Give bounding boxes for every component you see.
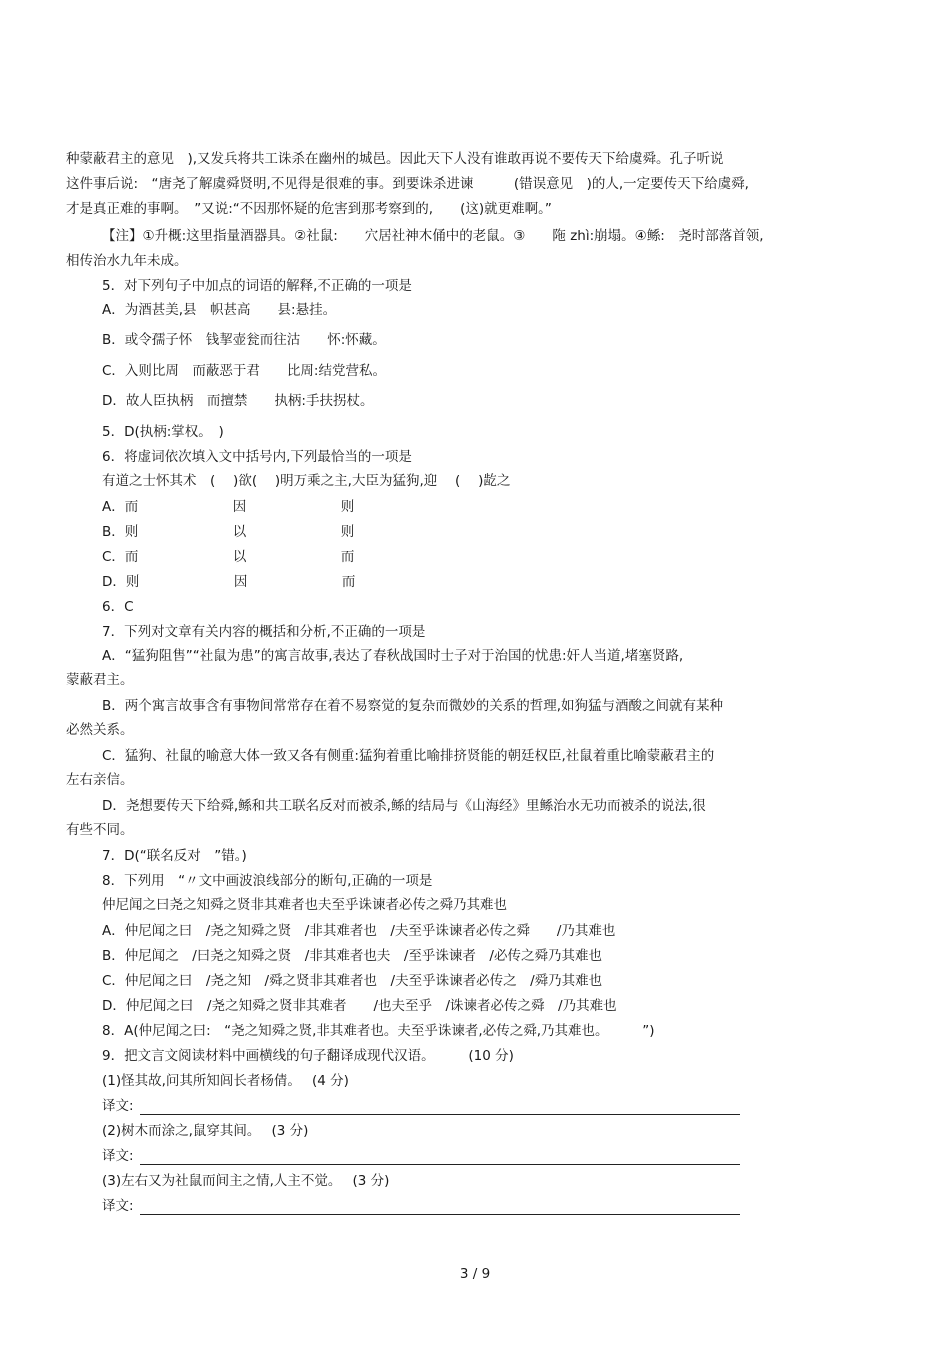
q6-stem: 6．将虚词依次填入文中括号内,下列最恰当的一项是 — [102, 449, 412, 465]
q8-option-a: A．仲尼闻之曰 /尧之知舜之贤 /非其难者也 /夫至乎诛谏者必传之舜 /乃其难也 — [102, 923, 616, 939]
q5-answer: 5．D(执柄:掌权。 ) — [102, 424, 224, 440]
q7-option-a-line1: A．“猛狗阻售”“社鼠为患”的寓言故事,表达了春秋战国时士子对于治国的忧患:奸人当道,堵塞贤路, — [102, 648, 684, 664]
q6-option-d: D．则 因 而 — [102, 574, 356, 590]
q5-option-b: B．或令孺子怀 钱挈壶瓮而往沽 怀:怀藏。 — [102, 332, 386, 348]
q7-option-d-line2: 有些不同。 — [66, 822, 134, 838]
q9-sentence-2: (2)树木而涂之,鼠穿其间。 (3 分) — [102, 1123, 309, 1139]
q7-option-b-line1: B．两个寓言故事含有事物间常常存在着不易察觉的复杂而微妙的关系的哲理,如狗猛与酒酸之间就有某种 — [102, 698, 724, 714]
q5-option-a: A．为酒甚美,县 帜甚高 县:悬挂。 — [102, 302, 337, 318]
q8-option-c: C．仲尼闻之曰 /尧之知 /舜之贤非其难者也 /夫至乎诛谏者必传之 /舜乃其难也 — [102, 973, 603, 989]
q9-translation-1[interactable] — [102, 1097, 740, 1115]
q7-option-c-line1: C．猛狗、社鼠的喻意大体一致又各有侧重:猛狗着重比喻排挤贤能的朝廷权臣,社鼠着重比喻蒙蔽君主的 — [102, 748, 715, 764]
q8-stem: 8．下列用 “〃文中画波浪线部分的断句,正确的一项是 — [102, 873, 433, 889]
passage-line-1: 种蒙蔽君主的意见 ),又发兵将共工诛杀在幽州的城邑。因此天下人没有谁敢再说不要传天下给虞舜。孔子听说 — [66, 151, 724, 167]
q9-sentence-3: (3)左右又为社鼠而间主之情,人主不觉。 (3 分) — [102, 1173, 390, 1189]
q5-option-d: D．故人臣执柄 而擅禁 执柄:手扶拐杖。 — [102, 393, 374, 409]
translation-label: 译文: — [102, 1098, 134, 1114]
q6-option-c: C．而 以 而 — [102, 549, 355, 565]
q9-stem: 9．把文言文阅读材料中画横线的句子翻译成现代汉语。 (10 分) — [102, 1048, 514, 1064]
passage-line-3: 才是真正难的事啊。 ”又说:“不因那怀疑的危害到那考察到的, (这)就更难啊。” — [66, 201, 552, 217]
q8-sentence: 仲尼闻之曰尧之知舜之贤非其难者也夫至乎诛谏者必传之舜乃其难也 — [102, 897, 507, 913]
q5-stem: 5．对下列句子中加点的词语的解释,不正确的一项是 — [102, 278, 412, 294]
answer-blank-line[interactable] — [140, 1200, 740, 1215]
passage-line-2: 这件事后说: “唐尧了解虞舜贤明,不见得是很难的事。到要诛杀进谏 (错误意见 )的人,一定要传天下给虞舜, — [66, 176, 749, 192]
q7-option-a-line2: 蒙蔽君主。 — [66, 672, 134, 688]
translation-label: 译文: — [102, 1148, 134, 1164]
q8-option-b: B．仲尼闻之 /曰尧之知舜之贤 /非其难者也夫 /至乎诛谏者 /必传之舜乃其难也 — [102, 948, 602, 964]
q7-option-b-line2: 必然关系。 — [66, 722, 134, 738]
q9-sentence-1: (1)怪其故,问其所知闾长者杨倩。 (4 分) — [102, 1073, 349, 1089]
q9-translation-2[interactable] — [102, 1147, 740, 1165]
q9-translation-3[interactable] — [102, 1197, 740, 1215]
q8-answer: 8．A(仲尼闻之曰: “尧之知舜之贤,非其难者也。夫至乎诛谏者,必传之舜,乃其难也。 ”) — [102, 1023, 655, 1039]
answer-blank-line[interactable] — [140, 1100, 740, 1115]
note-line-2: 相传治水九年未成。 — [66, 253, 188, 269]
q6-sentence: 有道之士怀其术 ( )欲( )明万乘之主,大臣为猛狗,迎 ( )龁之 — [102, 473, 511, 489]
q5-option-c: C．入则比周 而蔽恶于君 比周:结党营私。 — [102, 363, 386, 379]
q7-stem: 7．下列对文章有关内容的概括和分析,不正确的一项是 — [102, 624, 426, 640]
answer-blank-line[interactable] — [140, 1150, 740, 1165]
q7-option-d-line1: D．尧想要传天下给舜,鲧和共工联名反对而被杀,鲧的结局与《山海经》里鲧治水无功而被杀的说法,很 — [102, 798, 706, 814]
q7-option-c-line2: 左右亲信。 — [66, 772, 134, 788]
note-line-1: 【注】①升概:这里指量酒器具。②社鼠: 穴居社神木俑中的老鼠。③ 陁 zhì:崩塌。④鲧: 尧时部落首领, — [102, 228, 764, 244]
q6-answer: 6．C — [102, 599, 134, 615]
q7-answer: 7．D(“联名反对 ”错。) — [102, 848, 247, 864]
q6-option-b: B．则 以 则 — [102, 524, 355, 540]
q8-option-d: D．仲尼闻之曰 /尧之知舜之贤非其难者 /也夫至乎 /诛谏者必传之舜 /乃其难也 — [102, 998, 617, 1014]
q6-option-a: A．而 因 则 — [102, 499, 355, 515]
translation-label: 译文: — [102, 1198, 134, 1214]
page-number: 3 / 9 — [459, 1266, 491, 1282]
